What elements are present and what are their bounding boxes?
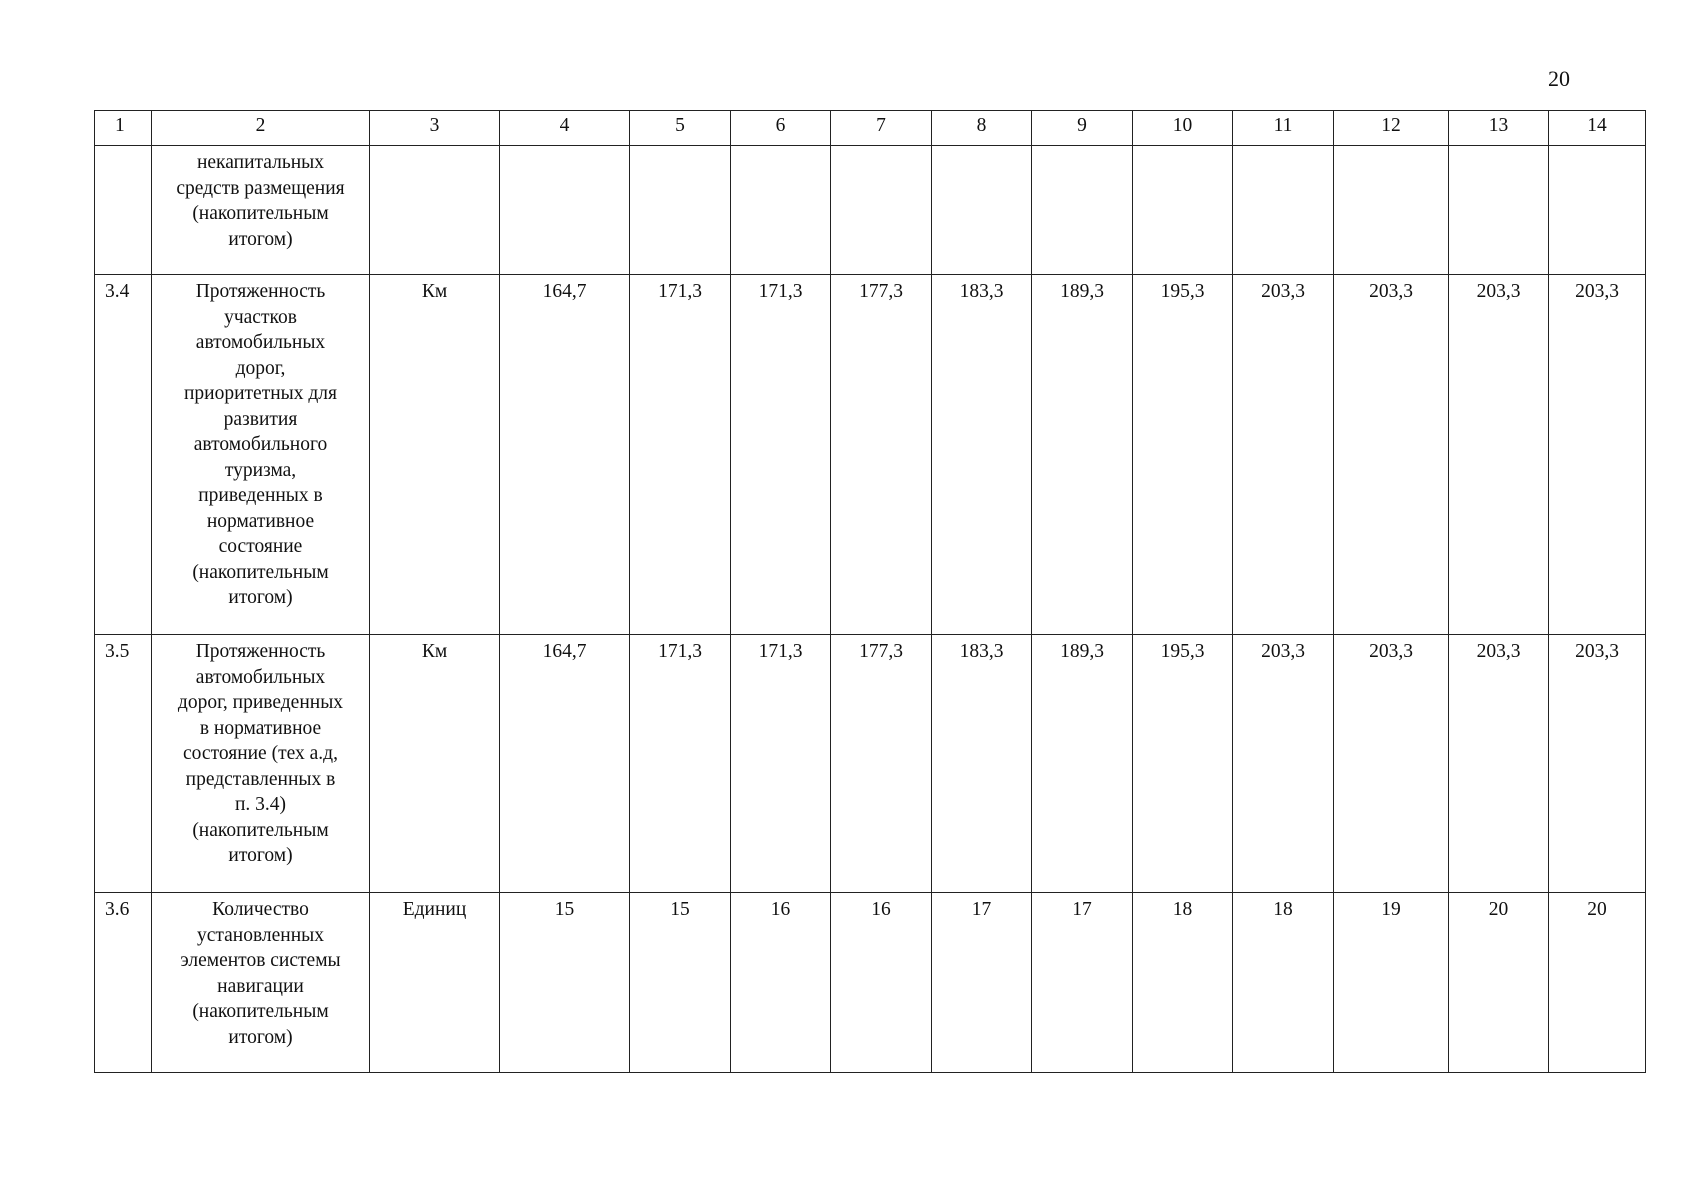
value-cell: 15 bbox=[630, 893, 731, 1073]
value-cell: 195,3 bbox=[1133, 275, 1233, 635]
value-cell: 177,3 bbox=[831, 275, 932, 635]
table-row bbox=[95, 275, 1646, 635]
indicator-name bbox=[152, 893, 370, 1073]
row-number bbox=[95, 146, 152, 275]
unit-cell: Км bbox=[370, 635, 500, 893]
row-number: 3.5 bbox=[95, 635, 152, 893]
value-cell bbox=[1133, 146, 1233, 275]
value-cell: 183,3 bbox=[932, 275, 1032, 635]
indicator-name bbox=[152, 275, 370, 635]
column-number: 7 bbox=[831, 111, 932, 146]
value-cell: 171,3 bbox=[630, 635, 731, 893]
value-cell: 183,3 bbox=[932, 635, 1032, 893]
unit-cell bbox=[370, 146, 500, 275]
value-cell bbox=[731, 146, 831, 275]
row-number: 3.4 bbox=[95, 275, 152, 635]
unit-cell: Км bbox=[370, 275, 500, 635]
indicators-table bbox=[94, 110, 1646, 1073]
value-cell: 203,3 bbox=[1549, 635, 1646, 893]
value-cell: 203,3 bbox=[1334, 635, 1449, 893]
value-cell bbox=[1334, 146, 1449, 275]
value-cell bbox=[1549, 146, 1646, 275]
value-cell: 164,7 bbox=[500, 635, 630, 893]
value-cell: 20 bbox=[1549, 893, 1646, 1073]
value-cell: 203,3 bbox=[1233, 275, 1334, 635]
table-row bbox=[95, 146, 1646, 275]
value-cell: 203,3 bbox=[1233, 635, 1334, 893]
value-cell bbox=[831, 146, 932, 275]
value-cell: 189,3 bbox=[1032, 275, 1133, 635]
value-cell: 171,3 bbox=[731, 275, 831, 635]
indicator-name-text: Протяженность автомобильных дорог, приведенных в нормативное состояние (тех а.д, представленных в п. 3.4) (накопительным итогом) bbox=[177, 641, 344, 866]
column-number: 5 bbox=[630, 111, 731, 146]
value-cell bbox=[500, 146, 630, 275]
value-cell: 171,3 bbox=[630, 275, 731, 635]
column-number: 2 bbox=[152, 111, 370, 146]
value-cell: 16 bbox=[831, 893, 932, 1073]
value-cell bbox=[630, 146, 731, 275]
value-cell: 15 bbox=[500, 893, 630, 1073]
value-cell: 203,3 bbox=[1549, 275, 1646, 635]
column-number: 6 bbox=[731, 111, 831, 146]
indicator-name-text: Количество установленных элементов системы навигации (накопительным итогом) bbox=[180, 899, 341, 1048]
value-cell: 203,3 bbox=[1449, 275, 1549, 635]
column-number: 10 bbox=[1133, 111, 1233, 146]
value-cell bbox=[1233, 146, 1334, 275]
value-cell bbox=[932, 146, 1032, 275]
value-cell: 189,3 bbox=[1032, 635, 1133, 893]
column-number: 13 bbox=[1449, 111, 1549, 146]
value-cell: 17 bbox=[1032, 893, 1133, 1073]
value-cell: 171,3 bbox=[731, 635, 831, 893]
value-cell: 20 bbox=[1449, 893, 1549, 1073]
value-cell: 17 bbox=[932, 893, 1032, 1073]
indicator-name-text: некапитальных средств размещения (накопительным итогом) bbox=[176, 152, 345, 250]
value-cell: 164,7 bbox=[500, 275, 630, 635]
value-cell: 203,3 bbox=[1334, 275, 1449, 635]
table-row bbox=[95, 893, 1646, 1073]
value-cell: 18 bbox=[1233, 893, 1334, 1073]
value-cell: 18 bbox=[1133, 893, 1233, 1073]
value-cell bbox=[1032, 146, 1133, 275]
column-number: 11 bbox=[1233, 111, 1334, 146]
value-cell: 203,3 bbox=[1449, 635, 1549, 893]
value-cell: 177,3 bbox=[831, 635, 932, 893]
column-number: 12 bbox=[1334, 111, 1449, 146]
column-number: 9 bbox=[1032, 111, 1133, 146]
column-number: 3 bbox=[370, 111, 500, 146]
column-number: 14 bbox=[1549, 111, 1646, 146]
value-cell: 16 bbox=[731, 893, 831, 1073]
row-number: 3.6 bbox=[95, 893, 152, 1073]
indicator-name-text: Протяженность участков автомобильных дорог, приоритетных для развития автомобильного туризма, приведенных в нормативное состояние (накопительным итогом) bbox=[183, 281, 338, 608]
page-number: 20 bbox=[1548, 66, 1570, 91]
column-number: 4 bbox=[500, 111, 630, 146]
column-numbers-row bbox=[95, 111, 1646, 146]
table-row bbox=[95, 635, 1646, 893]
column-number: 8 bbox=[932, 111, 1032, 146]
value-cell: 195,3 bbox=[1133, 635, 1233, 893]
value-cell bbox=[1449, 146, 1549, 275]
indicator-name bbox=[152, 635, 370, 893]
value-cell: 19 bbox=[1334, 893, 1449, 1073]
unit-cell: Единиц bbox=[370, 893, 500, 1073]
column-number: 1 bbox=[95, 111, 152, 146]
indicator-name bbox=[152, 146, 370, 275]
